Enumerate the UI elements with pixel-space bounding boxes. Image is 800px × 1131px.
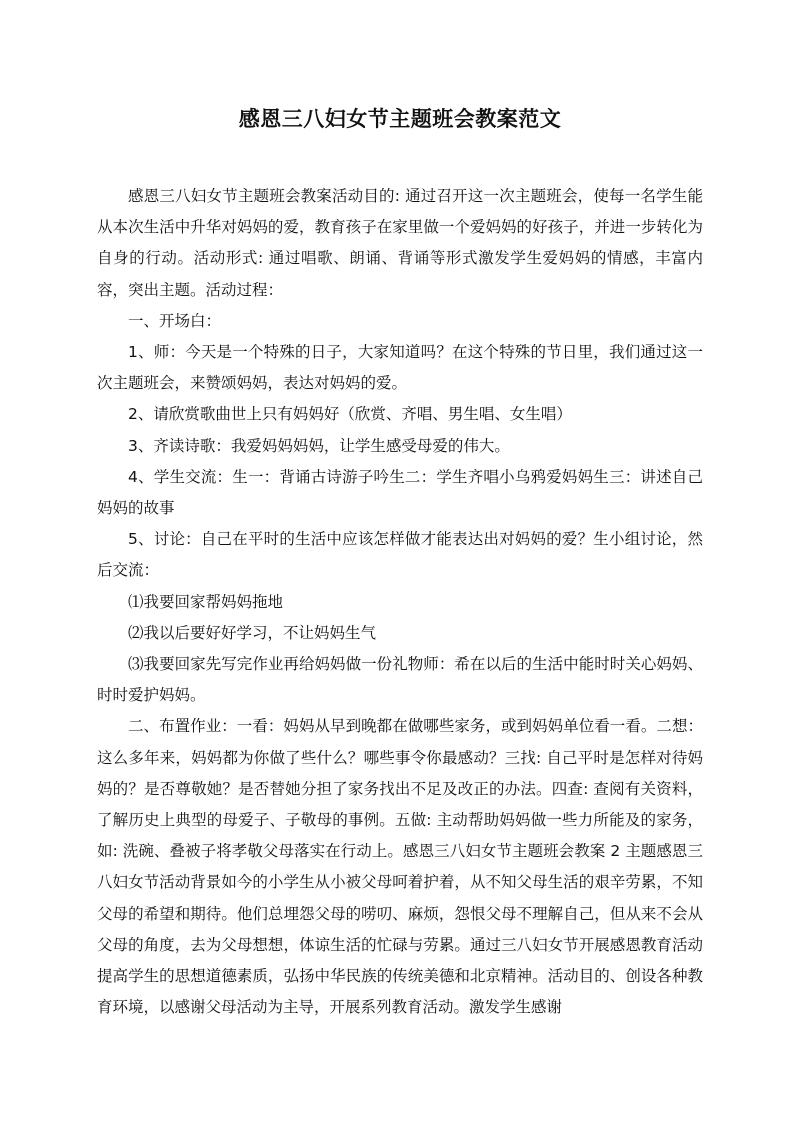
paragraph-item-1: 1、师：今天是一个特殊的日子，大家知道吗？在这个特殊的节日里，我们通过这一次主题班会，来赞颂妈妈，表达对妈妈的爱。 <box>97 343 703 393</box>
paragraph-item-3: 3、齐读诗歌：我爱妈妈妈妈，让学生感受母爱的伟大。 <box>128 436 510 455</box>
paragraph-item-4: 4、学生交流：生一：背诵古诗游子吟生二：学生齐唱小乌鸦爱妈妈生三：讲述自己妈妈的故事 <box>97 467 703 518</box>
document-body <box>97 181 703 1023</box>
paragraph-section-opening: 一、开场白： <box>128 311 222 330</box>
paragraph-section-homework: 二、布置作业：一看：妈妈从早到晚都在做哪些家务，或到妈妈单位看一看。二想：这么多年来，妈妈都为你做了些什么？哪些事令你最感动？三找: 自己平时是怎样对待妈妈的？是否尊敬她？是否替她分担了家务找出不足及改正的办法。四查: 查阅有关资料，了解历史上典型的母爱子、子敬母的事例。五做: 主动帮助妈妈做一些力所能及的家务，如: 洗碗、叠被子将孝敬父母落实在行动上。感恩三八妇女节主题班会教案 2 主题感恩三八妇女节活动背景如今的小学生从小被父母呵着护着，从不知父母生活的艰辛劳累，不知父母的希望和期待。他们总埋怨父母的唠叨、麻烦，怨恨父母不理解自己，但从来不会从父母的角度，去为父母想想，体谅生活的忙碌与劳累。通过三八妇女节开展感恩教育活动提高学生的思想道德素质，弘扬中华民族的传统美德和北京精神。活动目的、创设各种教育环境，以感谢父母活动为主导，开展系列教育活动。激发学生感谢 <box>97 717 703 1017</box>
paragraph-subitem-3: ⑶我要回家先写完作业再给妈妈做一份礼物师：希在以后的生活中能时时关心妈妈、时时爱护妈妈。 <box>97 655 703 705</box>
paragraph-intro: 感恩三八妇女节主题班会教案活动目的: 通过召开这一次主题班会，使每一名学生能从本次生活中升华对妈妈的爱，教育孩子在家里做一个爱妈妈的好孩子，并进一步转化为自身的行动。活动形式: 通过唱歌、朗诵、背诵等形式激发学生爱妈妈的情感，丰富内容，突出主题。活动过程： <box>97 187 703 299</box>
document-title: 感恩三八妇女节主题班会教案范文 <box>238 107 562 131</box>
paragraph-item-5: 5、讨论：自己在平时的生活中应该怎样做才能表达出对妈妈的爱？生小组讨论，然后交流： <box>97 530 703 580</box>
paragraph-subitem-1: ⑴我要回家帮妈妈拖地 <box>128 592 284 611</box>
paragraph-item-2: 2、请欣赏歌曲世上只有妈妈好（欣赏、齐唱、男生唱、女生唱） <box>128 405 572 424</box>
paragraph-subitem-2: ⑵我以后要好好学习，不让妈妈生气 <box>128 623 377 642</box>
